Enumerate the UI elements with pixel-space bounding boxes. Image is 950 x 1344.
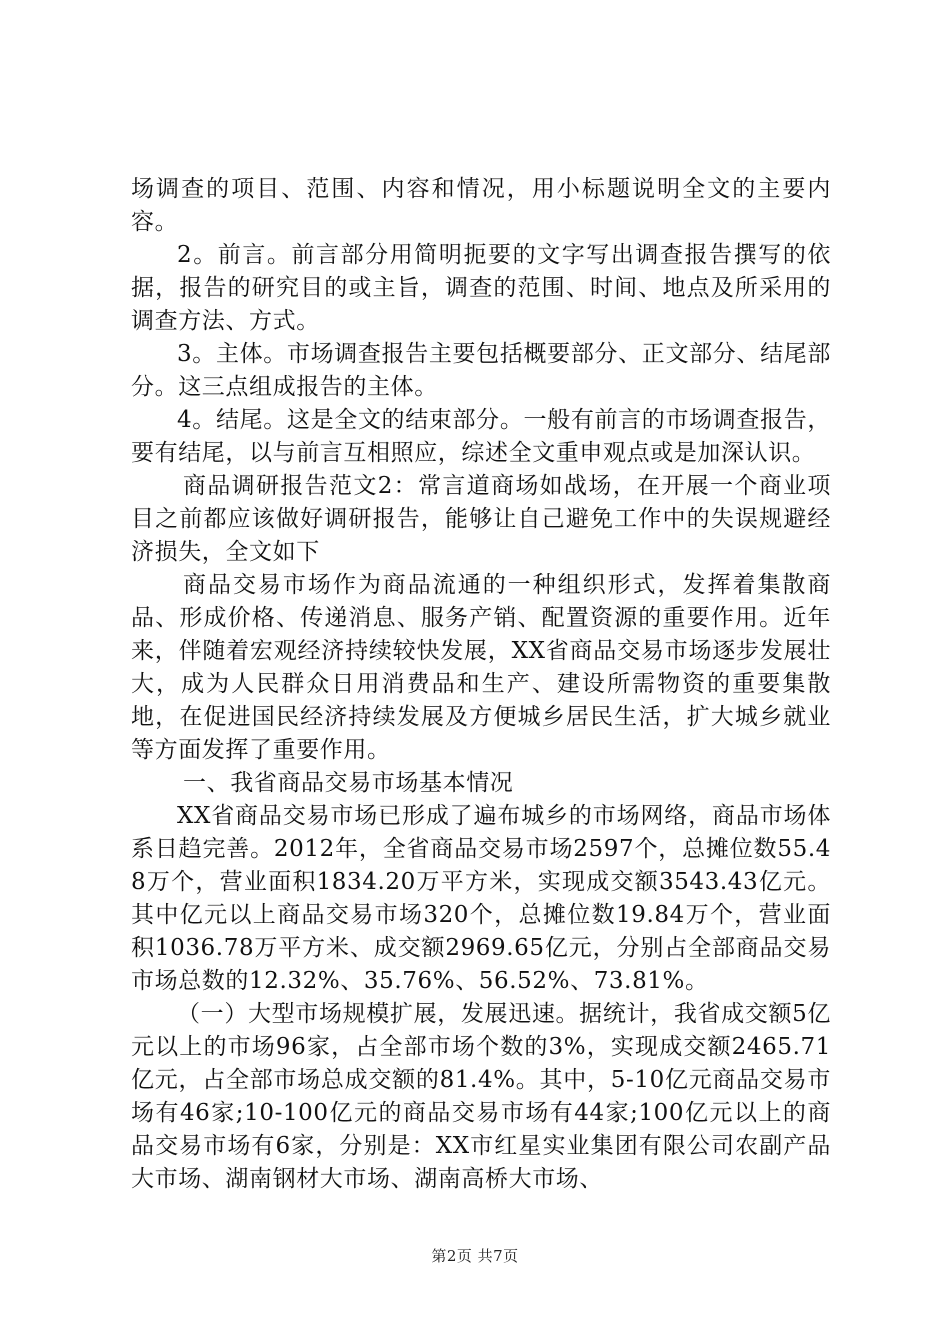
paragraph-main-body: 3。主体。市场调查报告主要包括概要部分、正文部分、结尾部分。这三点组成报告的主体。 (131, 341, 831, 400)
paragraph-preface: 2。前言。前言部分用简明扼要的文字写出调查报告撰写的依据，报告的研究目的或主旨，调查的范围、时间、地点及所采用的调查方法、方式。 (131, 242, 831, 334)
paragraph-large-markets: （一）大型市场规模扩展，发展迅速。据统计，我省成交额5亿元以上的市场96家，占全部市场个数的3%，实现成交额2465.71亿元，占全部市场总成交额的81.4%。其中，5-10亿元商品交易市场有46家;10-100亿元的商品交易市场有44家;100亿元以上的商品交易市场有6家，分别是：XX市红星实业集团有限公司农副产品大市场、湖南钢材大市场、湖南高桥大市场、 (131, 1001, 831, 1192)
paragraph-ending: 4。结尾。这是全文的结束部分。一般有前言的市场调查报告，要有结尾，以与前言互相照应，综述全文重申观点或是加深认识。 (131, 407, 831, 466)
document-body (131, 173, 831, 1196)
paragraph-market-role: 商品交易市场作为商品流通的一种组织形式，发挥着集散商品、形成价格、传递消息、服务产销、配置资源的重要作用。近年来，伴随着宏观经济持续较快发展，XX省商品交易市场逐步发展壮大，成为人民群众日用消费品和生产、建设所需物资的重要集散地，在促进国民经济持续发展及方便城乡居民生活，扩大城乡就业等方面发挥了重要作用。 (131, 572, 831, 763)
section-heading-basic-situation: 一、我省商品交易市场基本情况 (183, 770, 514, 796)
paragraph-intro-continued: 场调查的项目、范围、内容和情况，用小标题说明全文的主要内容。 (131, 176, 831, 235)
paragraph-market-statistics: XX省商品交易市场已形成了遍布城乡的市场网络，商品市场体系日趋完善。2012年，全省商品交易市场2597个，总摊位数55.48万个，营业面积1834.20万平方米，实现成交额3543.43亿元。其中亿元以上商品交易市场320个，总摊位数19.84万个，营业面积1036.78万平方米、成交额2969.65亿元，分别占全部商品交易市场总数的12.32%、35.76%、56.52%、73.81%。 (131, 803, 831, 994)
paragraph-sample-2: 商品调研报告范文2：常言道商场如战场，在开展一个商业项目之前都应该做好调研报告，能够让自己避免工作中的失误规避经济损失，全文如下 (131, 473, 831, 565)
page-footer: 第2页 共7页 (431, 1247, 519, 1265)
